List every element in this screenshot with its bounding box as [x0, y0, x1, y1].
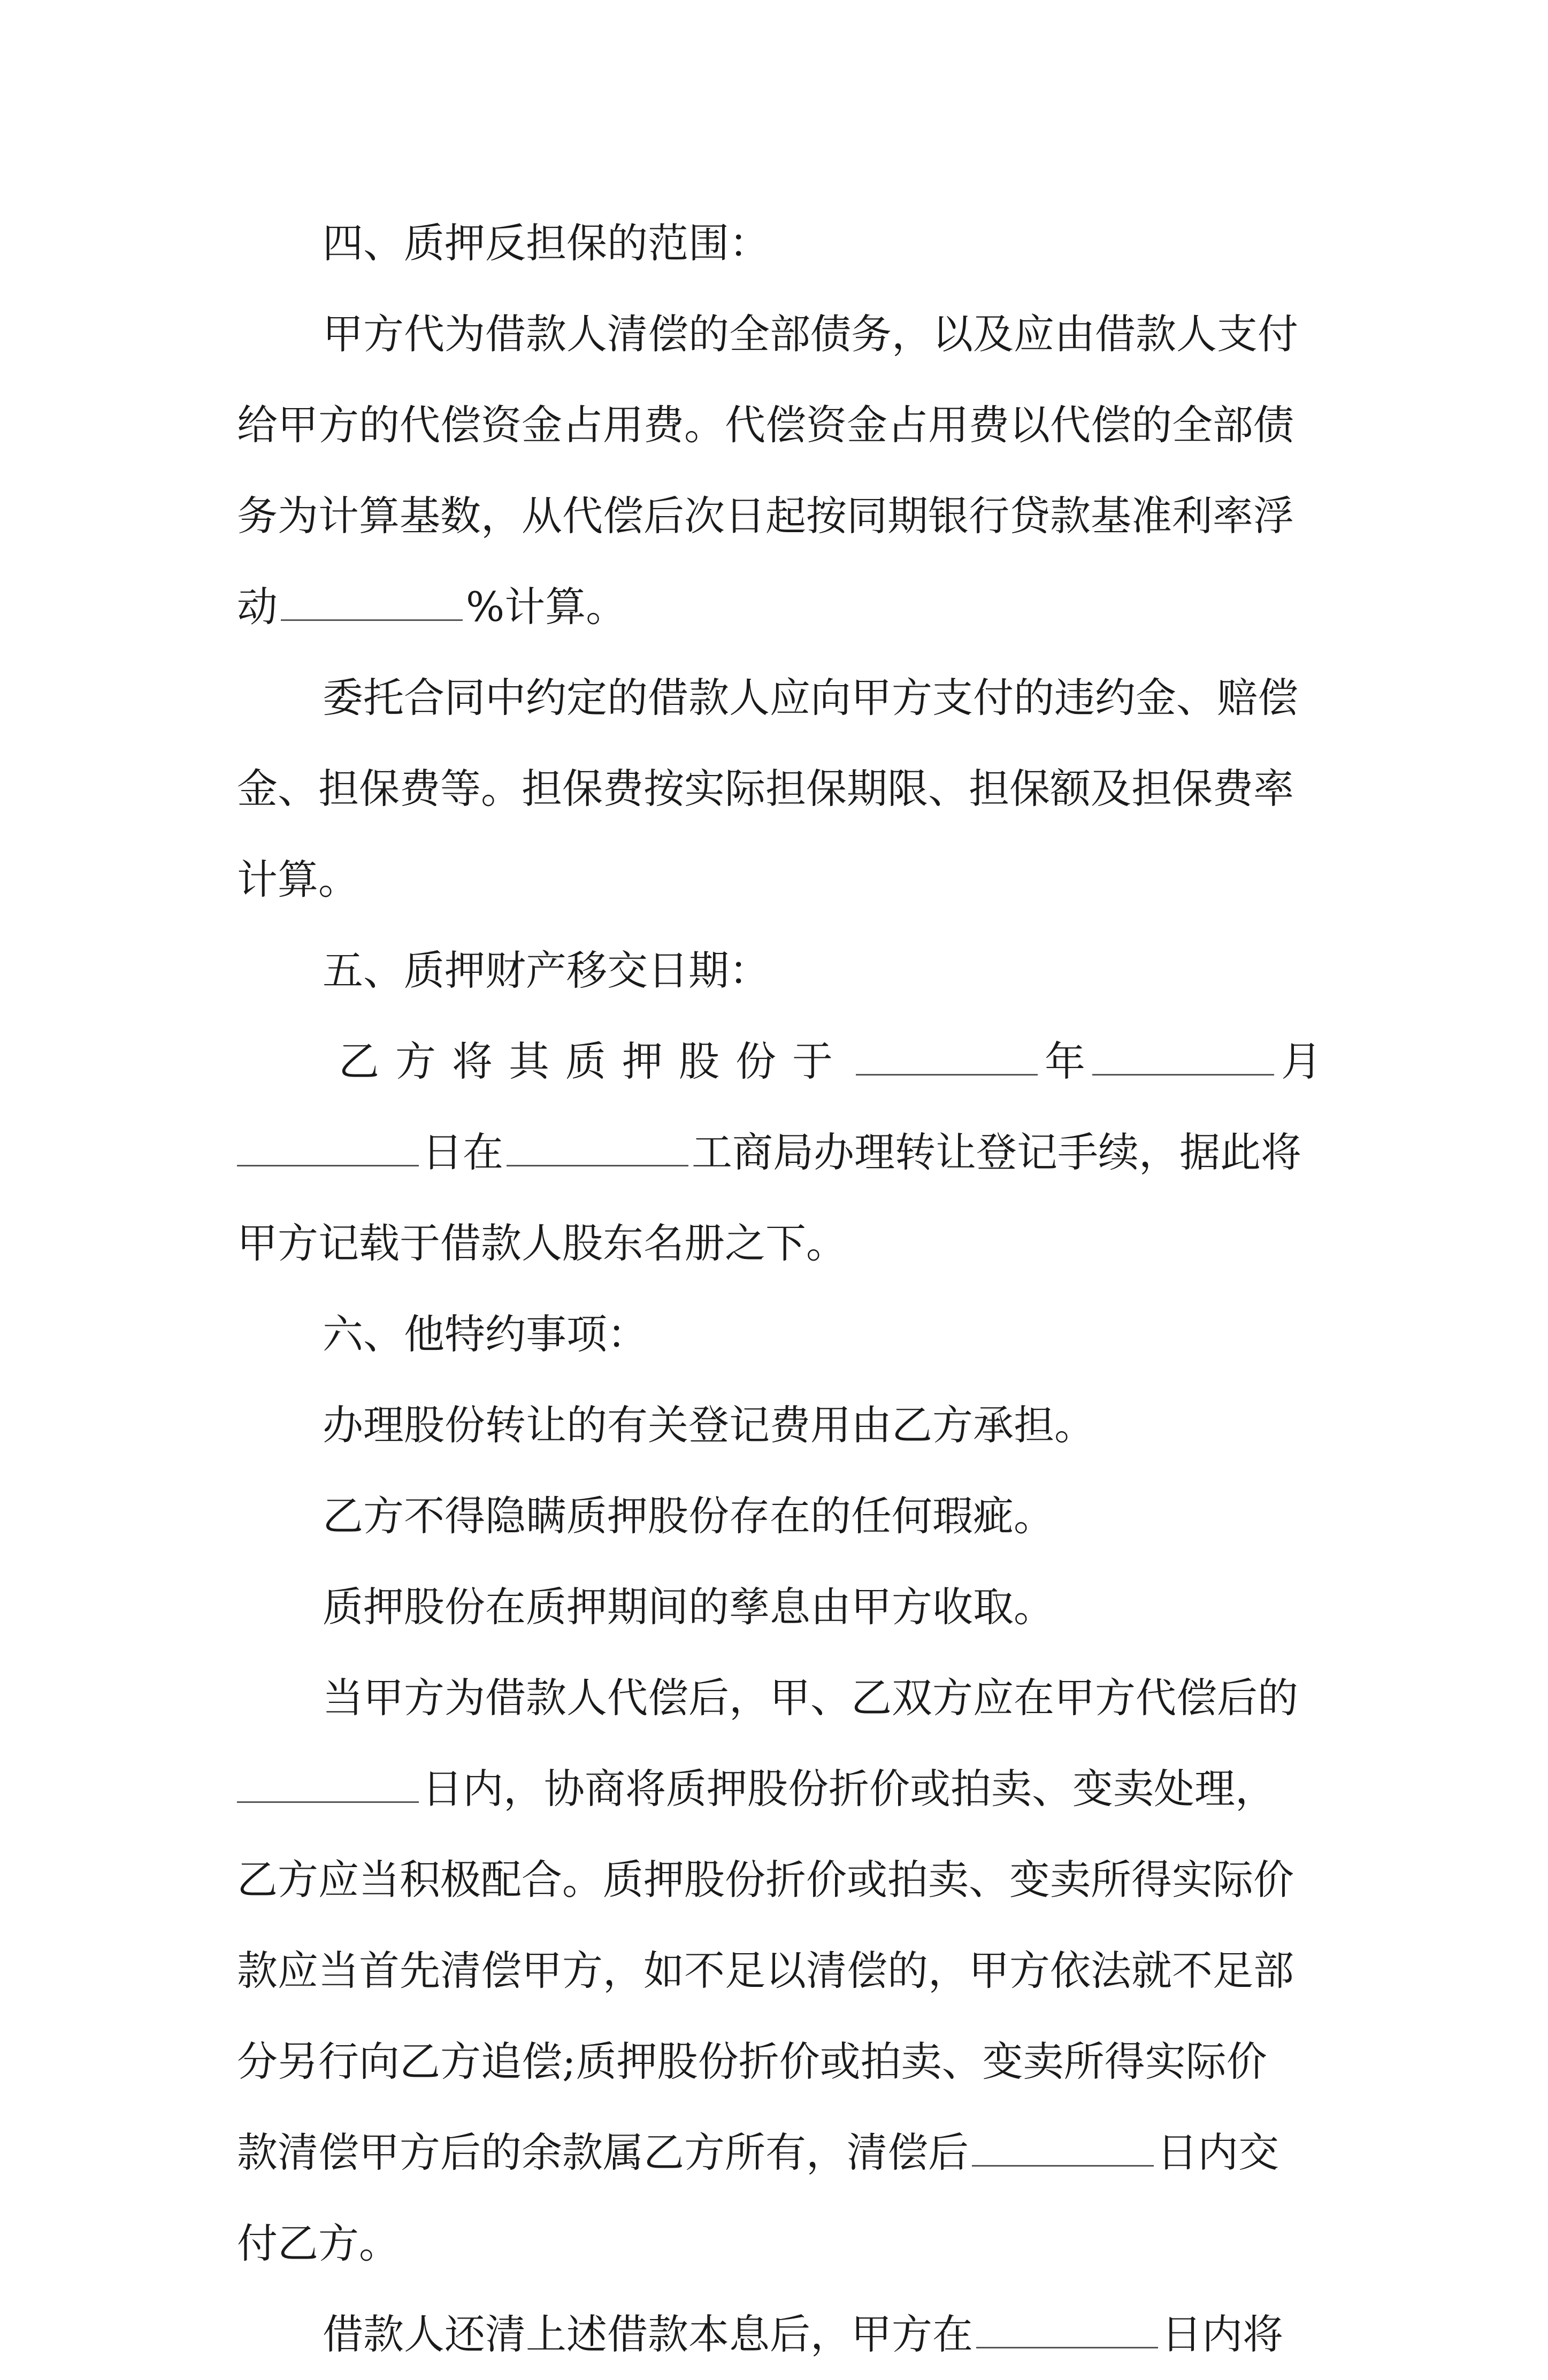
paragraph-line — [237, 1925, 1322, 2016]
text-span: 工商局办理转让登记手续，据此将 — [692, 1128, 1301, 1176]
text-span: 日在 — [422, 1128, 503, 1176]
blank-field — [237, 1769, 419, 1803]
paragraph-line — [237, 652, 1322, 743]
text-span: 年 — [1045, 1038, 1085, 1085]
text-span: 甲方代为借款人清偿的全部债务，以及应由借款人支付 — [323, 310, 1298, 358]
paragraph-line — [237, 1380, 1322, 1471]
blank-field — [976, 2315, 1158, 2348]
blank-field — [856, 1042, 1038, 1076]
text-span: 甲方记载于借款人股东名册之下。 — [237, 1219, 847, 1267]
text-span: 款清偿甲方后的余款属乙方所有，清偿后 — [237, 2129, 969, 2176]
text-span: 计算。 — [237, 856, 359, 903]
paragraph-line — [237, 2198, 1322, 2289]
text-span: 日内，协商将质押股份折价或拍卖、变卖处理， — [422, 1765, 1276, 1813]
paragraph-line — [237, 1834, 1322, 1925]
paragraph-line — [237, 2016, 1322, 2107]
blank-field — [237, 1133, 419, 1166]
paragraph-line — [237, 471, 1322, 562]
paragraph-line — [237, 1107, 1322, 1198]
paragraph-line — [237, 834, 1322, 925]
text-span: 办理股份转让的有关登记费用由乙方承担。 — [323, 1401, 1095, 1449]
text-span: 务为计算基数，从代偿后次日起按同期银行贷款基准利率浮 — [237, 492, 1294, 540]
section-4-title: 四、质押反担保的范围： — [323, 219, 770, 267]
section-6-title: 六、他特约事项： — [323, 1310, 648, 1358]
text-span: 委托合同中约定的借款人应向甲方支付的违约金、赔偿 — [323, 674, 1298, 721]
text-span: 日内交 — [1157, 2129, 1279, 2176]
text-span: 付乙方。 — [237, 2220, 400, 2267]
paragraph-line — [237, 743, 1322, 834]
blank-field — [972, 2133, 1154, 2167]
paragraph-line — [237, 1016, 1322, 1107]
section-5-title: 五、质押财产移交日期： — [323, 947, 770, 994]
section-heading — [237, 1289, 1322, 1380]
paragraph-line — [237, 1653, 1322, 1744]
paragraph-line — [237, 2289, 1322, 2380]
text-span: 金、担保费等。担保费按实际担保期限、担保额及担保费率 — [237, 765, 1294, 812]
text-span: 分另行向乙方追偿;质押股份折价或拍卖、变卖所得实际价 — [237, 2038, 1267, 2085]
paragraph-line — [237, 1562, 1322, 1653]
section-heading — [237, 925, 1322, 1016]
paragraph-line — [237, 1471, 1322, 1562]
blank-field — [281, 587, 463, 621]
text-span: %计算。 — [466, 583, 627, 631]
paragraph-line — [237, 1198, 1322, 1289]
text-span: 当甲方为借款人代偿后，甲、乙双方应在甲方代偿后的 — [323, 1674, 1298, 1722]
paragraph-line — [237, 1744, 1322, 1834]
section-heading — [237, 198, 1322, 289]
text-span: 乙方将其质押股份于 — [339, 1038, 849, 1085]
text-span: 款应当首先清偿甲方，如不足以清偿的，甲方依法就不足部 — [237, 1947, 1294, 1994]
text-span: 借款人还清上述借款本息后，甲方在 — [323, 2310, 973, 2358]
text-span: 质押股份在质押期间的孳息由甲方收取。 — [323, 1583, 1054, 1631]
paragraph-line — [237, 2107, 1322, 2198]
text-span: 动 — [237, 583, 278, 631]
text-span: 月 — [1281, 1038, 1322, 1085]
paragraph-line — [237, 380, 1322, 471]
document-body — [237, 198, 1322, 2380]
text-span: 乙方应当积极配合。质押股份折价或拍卖、变卖所得实际价 — [237, 1856, 1294, 1903]
paragraph-line — [237, 562, 1322, 652]
text-span: 日内将 — [1161, 2310, 1283, 2358]
blank-field — [1092, 1042, 1274, 1076]
text-span: 给甲方的代偿资金占用费。代偿资金占用费以代偿的全部债 — [237, 401, 1294, 449]
text-span: 乙方不得隐瞒质押股份存在的任何瑕疵。 — [323, 1492, 1054, 1540]
paragraph-line — [237, 289, 1322, 380]
blank-field — [507, 1133, 688, 1166]
